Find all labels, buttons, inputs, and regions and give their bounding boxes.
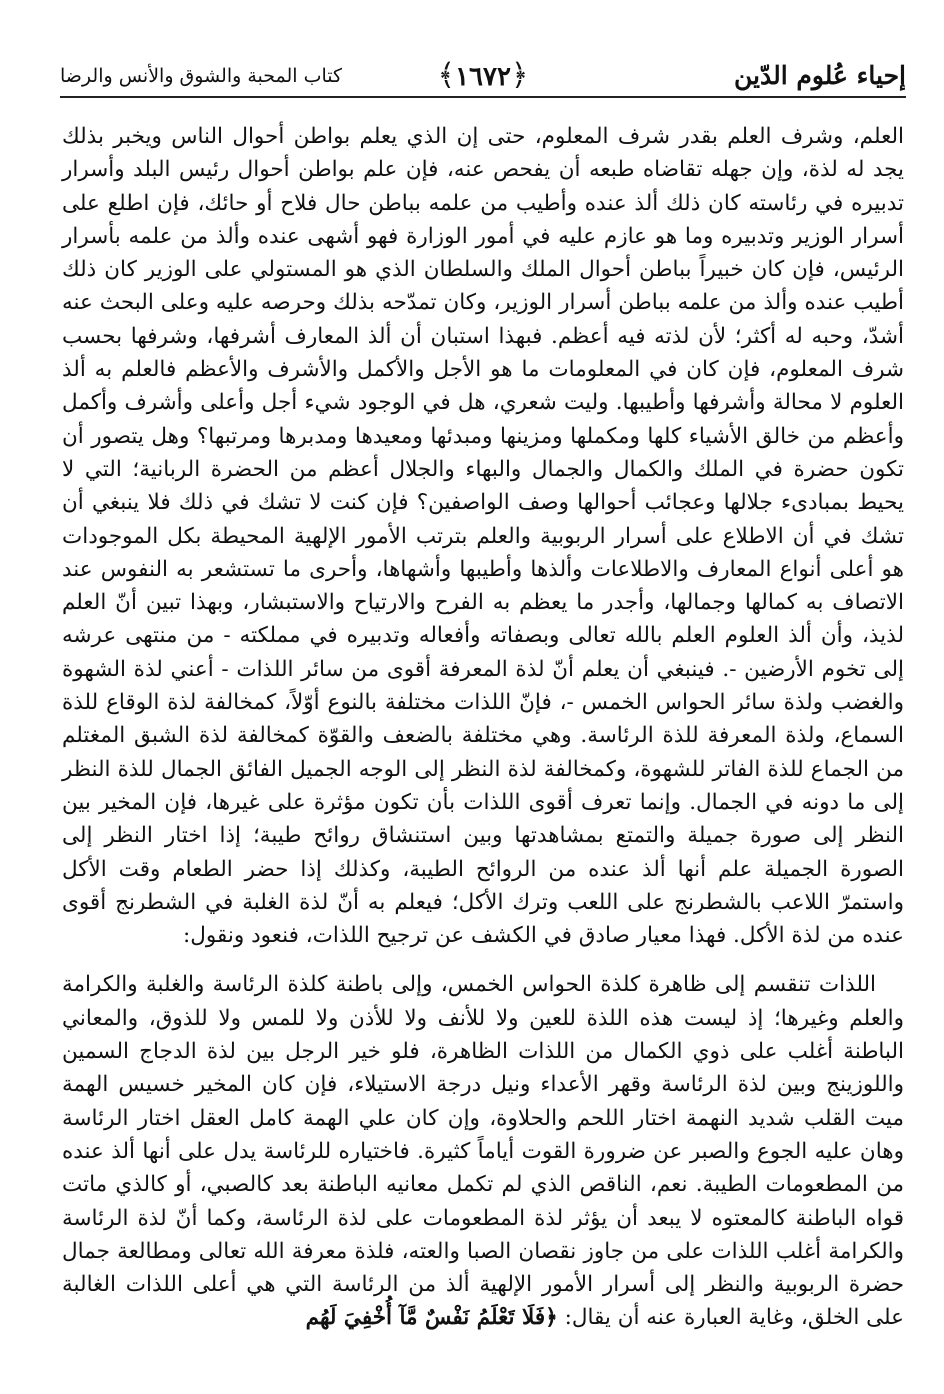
page-number-block — [437, 58, 528, 95]
book-title: إحياء عُلوم الدّين — [734, 61, 906, 90]
header-divider — [60, 96, 906, 98]
quran-verse: ﴿فَلَا تَعْلَمُ نَفْسٌ مَّآ أُخْفِيَ لَهُم — [305, 1305, 558, 1331]
right-ornament-bracket: ﴾ — [437, 58, 456, 93]
page-header — [60, 58, 906, 98]
left-ornament-bracket: ﴿ — [510, 58, 529, 93]
page-body — [62, 120, 904, 1335]
chapter-title: كتاب المحبة والشوق والأنس والرضا — [60, 65, 343, 87]
paragraph-2 — [62, 968, 904, 1334]
paragraph-2-text: اللذات تنقسم إلى ظاهرة كلذة الحواس الخمس، وإلى باطنة كلذة الرئاسة والغلبة والكرامة والعلم وغيرها؛ إذ ليست هذه اللذة للعين ولا للأنف ولا للأذن ولا للمس ولا للذوق، والمعاني الباطنة أغلب على ذوي الكمال من اللذات الظاهرة، فلو خير الرجل بين لذة الدجاج السمين واللوزينج وبين لذة الرئاسة وقهر الأعداء ونيل درجة الاستيلاء، فإن كان المخير خسيس الهمة ميت القلب شديد النهمة اختار اللحم والحلاوة، وإن كان علي الهمة كامل العقل اختار الرئاسة وهان عليه الجوع والصبر عن ضرورة القوت أياماً كثيرة. فاختياره للرئاسة يدل على أنها ألذ عنده من المطعومات الطيبة. نعم، الناقص الذي لم تكمل معانيه الباطنة بعد كالصبي، أو كالذي ماتت قواه الباطنة كالمعتوه لا يبعد أن يؤثر لذة المطعومات على لذة الرئاسة، وكما أنّ لذة الرئاسة والكرامة أغلب اللذات على من جاوز نقصان الصبا والعته، فلذة معرفة الله تعالى ومطالعة جمال حضرة الربوبية والنظر إلى أسرار الأمور الإلهية ألذ من الرئاسة التي هي أعلى اللذات الغالبة على الخلق، وغاية العبارة عنه أن يقال: — [62, 972, 904, 1331]
page-number: ١٦٧٢ — [455, 62, 511, 92]
paragraph-1: العلم، وشرف العلم بقدر شرف المعلوم، حتى إن الذي يعلم بواطن أحوال الناس ويخبر بذلك يجد له لذة، وإن جهله تقاضاه طبعه أن يفحص عنه، فإن علم بواطن أحوال رئيس البلد وأسرار تدبيره في رئاسته كان ذلك ألذ عنده وأطيب من علمه بباطن حال فلاح أو حائك، فإن اطلع على أسرار الوزير وتدبيره وما هو عازم عليه في أمور الوزارة فهو أشهى عنده وألذ من علمه بأسرار الرئيس، فإن كان خبيراً بباطن أحوال الملك والسلطان الذي هو المستولي على الوزير كان ذلك أطيب عنده وألذ من علمه بباطن أسرار الوزير، وكان تمدّحه بذلك وحرصه عليه وعلى البحث عنه أشدّ، وحبه له أكثر؛ لأن لذته فيه أعظم. فبهذا استبان أن ألذ المعارف أشرفها، وشرفها بحسب شرف المعلوم، فإن كان في المعلومات ما هو الأجل والأكمل والأشرف والأعظم فالعلم به ألذ العلوم لا محالة وأشرفها وأطيبها. وليت شعري، هل في الوجود شيء أجل وأعلى وأشرف وأكمل وأعظم من خالق الأشياء كلها ومكملها ومزينها ومبدئها ومعيدها ومدبرها ومرتبها؟ وهل يتصور أن تكون حضرة في الملك والكمال والجمال والبهاء والجلال أعظم من الحضرة الربانية؛ التي لا يحيط بمبادىء جلالها وعجائب أحوالها وصف الواصفين؟ فإن كنت لا تشك في ذلك فلا ينبغي أن تشك في أن الاطلاع على أسرار الربوبية والعلم بترتب الأمور الإلهية المحيطة بكل الموجودات هو أعلى أنواع المعارف والاطلاعات وألذها وأطيبها وأشهاها، وأحرى ما تستشعر به النفوس عند الاتصاف به كمالها وجمالها، وأجدر ما يعظم به الفرح والارتياح والاستبشار، وبهذا تبين أنّ العلم لذيذ، وأن ألذ العلوم العلم بالله تعالى وبصفاته وأفعاله وتدبيره في مملكته - من منتهى عرشه إلى تخوم الأرضين -. فينبغي أن يعلم أنّ لذة المعرفة أقوى من سائر اللذات - أعني لذة الشهوة والغضب ولذة سائر الحواس الخمس -، فإنّ اللذات مختلفة بالنوع أوّلاً، كمخالفة لذة الوقاع للذة السماع، ولذة المعرفة للذة الرئاسة. وهي مختلفة بالضعف والقوّة كمخالفة لذة الشبق المغتلم من الجماع للذة الفاتر للشهوة، وكمخالفة لذة النظر إلى الوجه الجميل الفائق الجمال للذة النظر إلى ما دونه في الجمال. وإنما تعرف أقوى اللذات بأن تكون مؤثرة على غيرها، فإن المخير بين النظر إلى صورة جميلة والتمتع بمشاهدتها وبين استنشاق روائح طيبة؛ إذا اختار النظر إلى الصورة الجميلة علم أنها ألذ عنده من الروائح الطيبة، وكذلك إذا حضر الطعام وقت الأكل واستمرّ اللاعب بالشطرنج على اللعب وترك الأكل؛ فيعلم به أنّ لذة الغلبة في الشطرنج أقوى عنده من لذة الأكل. فهذا معيار صادق في الكشف عن ترجيح اللذات، فنعود ونقول: — [62, 124, 904, 949]
